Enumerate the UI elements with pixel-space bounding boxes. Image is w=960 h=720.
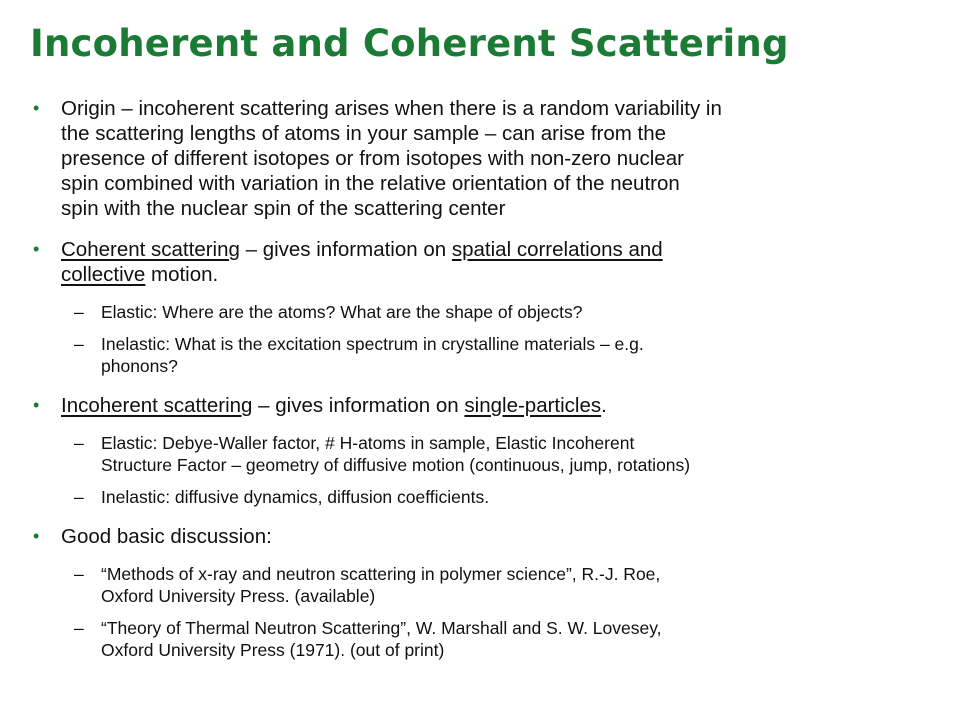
bullet-incoherent <box>30 393 930 418</box>
text-line: Elastic: Where are the atoms? What are the shape of objects? <box>101 302 583 322</box>
sub-coherent-elastic <box>30 301 930 323</box>
text-line: Oxford University Press. (available) <box>101 586 376 606</box>
text-line <box>61 262 930 287</box>
coherent-tail: motion. <box>145 263 219 286</box>
incoherent-term: Incoherent scattering <box>61 394 253 417</box>
sub-dash-icon: – <box>74 618 84 638</box>
coherent-term: Coherent scattering <box>61 238 240 261</box>
text-line: presence of different isotopes or from isotopes with non-zero nuclear <box>61 147 684 170</box>
text-line: Elastic: Debye-Waller factor, # H-atoms in sample, Elastic Incoherent <box>101 433 635 453</box>
bullet-dot-icon: • <box>33 395 40 415</box>
text-line: “Theory of Thermal Neutron Scattering”, W. Marshall and S. W. Lovesey, <box>101 618 662 638</box>
incoherent-emphasis: single-particles <box>464 394 602 417</box>
sub-dash-icon: – <box>74 487 84 507</box>
bullet-discussion <box>30 524 930 549</box>
coherent-emphasis-1: spatial correlations and <box>451 238 663 261</box>
sub-dash-icon: – <box>74 302 84 322</box>
text-line: phonons? <box>101 356 178 376</box>
text-line: “Methods of x-ray and neutron scattering in polymer science”, R.-J. Roe, <box>101 564 661 584</box>
text-line: Good basic discussion: <box>61 525 272 548</box>
incoherent-tail: . <box>601 394 607 417</box>
incoherent-mid: – gives information on <box>252 394 465 417</box>
coherent-emphasis-2: collective <box>61 263 146 286</box>
sub-incoherent-inelastic <box>30 486 930 508</box>
text-line: spin with the nuclear spin of the scattering center <box>61 197 506 220</box>
text-line: spin combined with variation in the relative orientation of the neutron <box>61 172 680 195</box>
text-line: Oxford University Press (1971). (out of print) <box>101 640 445 660</box>
bullet-dot-icon: • <box>33 98 40 118</box>
text-line: Origin – incoherent scattering arises when there is a random variability in <box>61 97 722 120</box>
text-line: Inelastic: diffusive dynamics, diffusion coefficients. <box>101 487 490 507</box>
coherent-mid: – gives information on <box>239 238 452 261</box>
text-line: the scattering lengths of atoms in your sample – can arise from the <box>61 122 667 145</box>
sub-dash-icon: – <box>74 433 84 453</box>
bullet-dot-icon: • <box>33 239 40 259</box>
sub-coherent-inelastic <box>30 333 930 377</box>
text-line <box>61 237 930 262</box>
sub-incoherent-elastic <box>30 432 930 476</box>
bullet-origin <box>30 96 930 221</box>
text-line: Structure Factor – geometry of diffusive motion (continuous, jump, rotations) <box>101 455 691 475</box>
bullet-coherent <box>30 237 930 287</box>
sub-reference-roe <box>30 563 930 607</box>
sub-dash-icon: – <box>74 564 84 584</box>
slide-title: Incoherent and Coherent Scattering <box>30 22 789 65</box>
slide-body <box>30 96 930 661</box>
text-line: Inelastic: What is the excitation spectrum in crystalline materials – e.g. <box>101 334 644 354</box>
bullet-dot-icon: • <box>33 526 40 546</box>
sub-reference-marshall <box>30 617 930 661</box>
text-line <box>61 393 930 418</box>
sub-dash-icon: – <box>74 334 84 354</box>
